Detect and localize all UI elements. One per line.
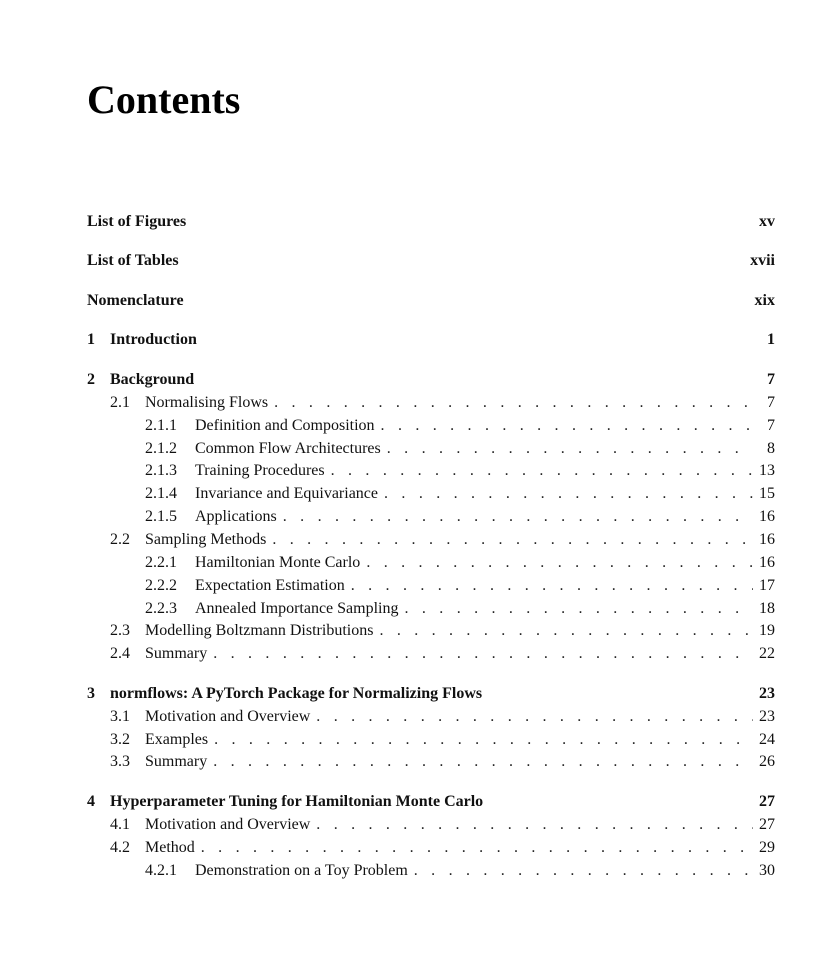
toc-entry-number: 2.1.1: [145, 417, 177, 434]
toc-entry-number: 4.1: [110, 816, 130, 833]
toc-entry[interactable]: [87, 599, 775, 619]
toc-entry-number: 2.2: [110, 531, 130, 548]
toc-entry-page-number: 22: [759, 645, 775, 662]
toc-entry-label: Hyperparameter Tuning for Hamiltonian Monte Carlo: [110, 793, 484, 810]
toc-entry-page-number: 15: [759, 485, 775, 502]
toc-entry-label: Hamiltonian Monte Carlo: [195, 554, 361, 571]
toc-entry-page-number: 16: [759, 554, 775, 571]
dot-leader: [201, 838, 753, 858]
toc-entry-number: 3.2: [110, 731, 130, 748]
dot-leader: [316, 707, 753, 727]
toc-entry-page-number: 30: [759, 862, 775, 879]
dot-leader: [405, 599, 754, 619]
toc-entry-number: 4: [87, 793, 95, 810]
toc-entry-label: Nomenclature: [87, 292, 184, 309]
dot-leader: [331, 461, 753, 481]
toc-entry-page-number: 7: [767, 371, 775, 388]
toc-entry-page-number: 8: [767, 440, 775, 457]
dot-leader: [384, 484, 753, 504]
toc-entry[interactable]: [87, 707, 775, 727]
toc-entry-page-number: 26: [759, 753, 775, 770]
page-title: Contents: [87, 77, 241, 122]
dot-leader: [272, 530, 753, 550]
toc-entry-number: 2: [87, 371, 95, 388]
toc-entry[interactable]: [87, 815, 775, 835]
toc-entry-page-number: 16: [759, 531, 775, 548]
toc-entry-label: Common Flow Architectures: [195, 440, 381, 457]
toc-entry-label: Applications: [195, 508, 277, 525]
dot-leader: [283, 507, 753, 527]
toc-entry-page-number: 18: [759, 600, 775, 617]
toc-entry-page-number: 1: [767, 331, 775, 348]
toc-entry-page-number: 23: [759, 708, 775, 725]
toc-entry[interactable]: [87, 792, 775, 812]
toc-entry-page-number: 17: [759, 577, 775, 594]
toc-entry-label: Introduction: [110, 331, 197, 348]
toc-entry-number: 2.1.5: [145, 508, 177, 525]
toc-entry-page-number: 7: [767, 394, 775, 411]
toc-entry-page-number: xv: [759, 213, 775, 230]
toc-entry-label: Definition and Composition: [195, 417, 375, 434]
toc-entry[interactable]: [87, 644, 775, 664]
dot-leader: [316, 815, 753, 835]
toc-entry[interactable]: [87, 439, 775, 459]
toc-entry-number: 3: [87, 685, 95, 702]
toc-entry-page-number: xvii: [750, 252, 775, 269]
toc-entry[interactable]: [87, 752, 775, 772]
toc-entry-number: 3.3: [110, 753, 130, 770]
toc-entry-label: Training Procedures: [195, 462, 325, 479]
toc-entry-label: Invariance and Equivariance: [195, 485, 379, 502]
dot-leader: [379, 621, 753, 641]
toc-entry-label: Normalising Flows: [145, 394, 269, 411]
dot-leader: [213, 752, 753, 772]
toc-entry-label: Motivation and Overview: [145, 816, 311, 833]
toc-entry[interactable]: [87, 330, 775, 350]
toc-entry-page-number: 29: [759, 839, 775, 856]
toc-entry-label: Annealed Importance Sampling: [195, 600, 399, 617]
toc-entry-number: 2.2.2: [145, 577, 177, 594]
toc-entry[interactable]: [87, 416, 775, 436]
toc-entry-number: 2.1.4: [145, 485, 177, 502]
dot-leader: [274, 393, 753, 413]
toc-entry[interactable]: [87, 730, 775, 750]
toc-entry-page-number: 24: [759, 731, 775, 748]
toc-entry[interactable]: [87, 251, 775, 271]
toc-entry-number: 3.1: [110, 708, 130, 725]
toc-entry[interactable]: [87, 461, 775, 481]
toc-entry-page-number: 7: [767, 417, 775, 434]
toc-entry[interactable]: [87, 291, 775, 311]
toc-entry-number: 2.4: [110, 645, 130, 662]
toc-entry-number: 2.1.2: [145, 440, 177, 457]
dot-leader: [214, 730, 753, 750]
toc-entry[interactable]: [87, 393, 775, 413]
toc-entry-number: 2.1.3: [145, 462, 177, 479]
toc-entry-number: 2.2.1: [145, 554, 177, 571]
toc-entry[interactable]: [87, 576, 775, 596]
toc-entry-label: List of Figures: [87, 213, 187, 230]
toc-entry-label: Sampling Methods: [145, 531, 267, 548]
toc-entry-label: Summary: [145, 645, 208, 662]
toc-entry-label: Expectation Estimation: [195, 577, 345, 594]
toc-entry[interactable]: [87, 838, 775, 858]
toc-entry[interactable]: [87, 861, 775, 881]
toc-entry[interactable]: [87, 684, 775, 704]
toc-entry-label: Background: [110, 371, 195, 388]
dot-leader: [351, 576, 753, 596]
toc-entry[interactable]: [87, 212, 775, 232]
dot-leader: [213, 644, 753, 664]
toc-entry-number: 4.2: [110, 839, 130, 856]
toc-entry-page-number: 27: [759, 793, 775, 810]
toc-entry-label: Summary: [145, 753, 208, 770]
toc-entry-label: List of Tables: [87, 252, 179, 269]
toc-entry-number: 1: [87, 331, 95, 348]
toc-entry-page-number: 16: [759, 508, 775, 525]
toc-entry[interactable]: [87, 621, 775, 641]
toc-entry-page-number: 13: [759, 462, 775, 479]
toc-entry-label: Motivation and Overview: [145, 708, 311, 725]
toc-entry[interactable]: [87, 484, 775, 504]
toc-entry-number: 2.1: [110, 394, 130, 411]
toc-entry-label: Modelling Boltzmann Distributions: [145, 622, 374, 639]
toc-entry-label: Method: [145, 839, 195, 856]
dot-leader: [381, 416, 753, 436]
toc-entry-label: Examples: [145, 731, 209, 748]
toc-entry-number: 4.2.1: [145, 862, 177, 879]
toc-entry[interactable]: [87, 530, 775, 550]
toc-entry[interactable]: [87, 370, 775, 390]
toc-entry-number: 2.2.3: [145, 600, 177, 617]
toc-entry-page-number: 23: [759, 685, 775, 702]
toc-entry-number: 2.3: [110, 622, 130, 639]
toc-entry-label: normflows: A PyTorch Package for Normalizing Flows: [110, 685, 483, 702]
toc-entry[interactable]: [87, 507, 775, 527]
toc-entry-page-number: 27: [759, 816, 775, 833]
dot-leader: [414, 861, 753, 881]
toc-entry-page-number: 19: [759, 622, 775, 639]
dot-leader: [387, 439, 753, 459]
toc-entry-label: Demonstration on a Toy Problem: [195, 862, 408, 879]
toc-entry[interactable]: [87, 553, 775, 573]
toc-entry-page-number: xix: [754, 292, 775, 309]
dot-leader: [366, 553, 753, 573]
